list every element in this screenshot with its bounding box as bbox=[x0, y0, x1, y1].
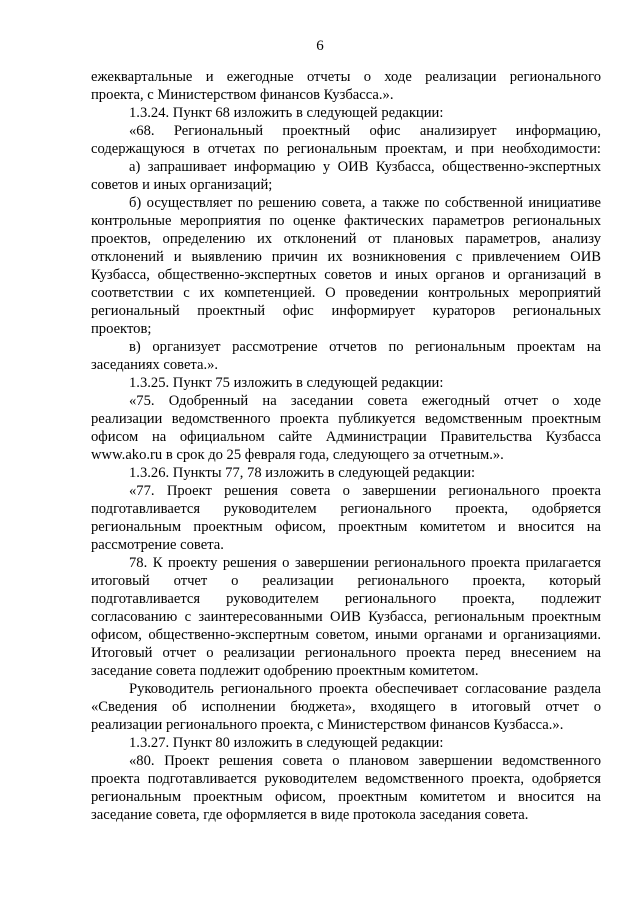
text-line: «80. Проект решения совета о плановом завершении ведомственного bbox=[129, 753, 601, 769]
text-line: 1.3.24. Пункт 68 изложить в следующей редакции: bbox=[129, 105, 444, 121]
text-line: региональным проектным офисом, проектным комитетом и вносится на bbox=[91, 519, 601, 535]
text-line: согласованию с заинтересованными ОИВ Кузбасса, региональным проектным bbox=[91, 609, 601, 625]
text-line: подготавливается руководителем регионального проекта, подлежит bbox=[91, 591, 601, 607]
text-line: 1.3.26. Пункты 77, 78 изложить в следующей редакции: bbox=[129, 465, 476, 481]
text-line: офисом на официальном сайте Администрации Правительства Кузбасса bbox=[91, 429, 601, 445]
text-line: 1.3.25. Пункт 75 изложить в следующей редакции: bbox=[129, 375, 444, 391]
text-line: региональным проектным офисом, проектным комитетом и вносится на bbox=[91, 789, 601, 805]
text-line: Руководитель регионального проекта обеспечивает согласование раздела bbox=[129, 681, 601, 697]
text-line: проекта подготавливается руководителем ведомственного проекта, одобряется bbox=[91, 771, 601, 787]
text-line: советов и иных организаций; bbox=[91, 177, 273, 193]
text-line: подготавливается руководителем регионального проекта, одобряется bbox=[91, 501, 601, 517]
text-line: офисом, общественно-экспертным советом, иными органами и организациями. bbox=[91, 627, 601, 643]
text-line: б) осуществляет по решению совета, а также по собственной инициативе bbox=[129, 195, 601, 211]
text-line: «77. Проект решения совета о завершении регионального проекта bbox=[129, 483, 601, 499]
text-line: рассмотрение совета. bbox=[91, 537, 224, 553]
text-line: проектов; bbox=[91, 321, 152, 337]
text-line: а) запрашивает информацию у ОИВ Кузбасса, общественно-экспертных bbox=[129, 159, 601, 175]
text-line: ежеквартальные и ежегодные отчеты о ходе реализации регионального bbox=[91, 69, 601, 85]
text-line: заседание совета подлежит одобрению проектным комитетом. bbox=[91, 663, 479, 679]
text-line: реализации регионального проекта, с Министерством финансов Кузбасса.». bbox=[91, 717, 564, 733]
text-line: Итоговый отчет о реализации регионального проекта перед внесением на bbox=[91, 645, 601, 661]
text-line: содержащуюся в отчетах по региональным проектам, и при необходимости: bbox=[91, 141, 601, 157]
text-line: заседание совета, где оформляется в виде протокола заседания совета. bbox=[91, 807, 529, 823]
text-line: соответствии с их компетенцией. О проведении контрольных мероприятий bbox=[91, 285, 601, 301]
text-line: «75. Одобренный на заседании совета ежегодный отчет о ходе bbox=[129, 393, 601, 409]
text-line: проекта, с Министерством финансов Кузбасса.». bbox=[91, 87, 394, 103]
text-line: 1.3.27. Пункт 80 изложить в следующей редакции: bbox=[129, 735, 444, 751]
text-line: «Сведения об исполнении бюджета», входящего в итоговый отчет о bbox=[91, 699, 601, 715]
text-line: отклонений и выявлению причин их возникновения с привлечением ОИВ bbox=[91, 249, 601, 265]
text-line: реализации ведомственного проекта публикуется ведомственным проектным bbox=[91, 411, 601, 427]
page-number: 6 bbox=[316, 38, 324, 54]
text-line: региональный проектный офис информирует кураторов региональных bbox=[91, 303, 601, 319]
document-body bbox=[91, 68, 601, 824]
text-line: «68. Региональный проектный офис анализирует информацию, bbox=[129, 123, 601, 139]
text-line: проектов, определению их отклонений от плановых параметров, анализу bbox=[91, 231, 601, 247]
text-line: контрольные мероприятия по оценке фактических параметров региональных bbox=[91, 213, 601, 229]
text-line: заседаниях совета.». bbox=[91, 357, 219, 373]
text-line: в) организует рассмотрение отчетов по региональным проектам на bbox=[129, 339, 601, 355]
text-line: Кузбасса, общественно-экспертных советов и иных органов и организаций в bbox=[91, 267, 601, 283]
text-line: 78. К проекту решения о завершении регионального проекта прилагается bbox=[129, 555, 601, 571]
text-line: www.ako.ru в срок до 25 февраля года, следующего за отчетным.». bbox=[91, 447, 504, 463]
text-line: итоговый отчет о реализации регионального проекта, который bbox=[91, 573, 601, 589]
